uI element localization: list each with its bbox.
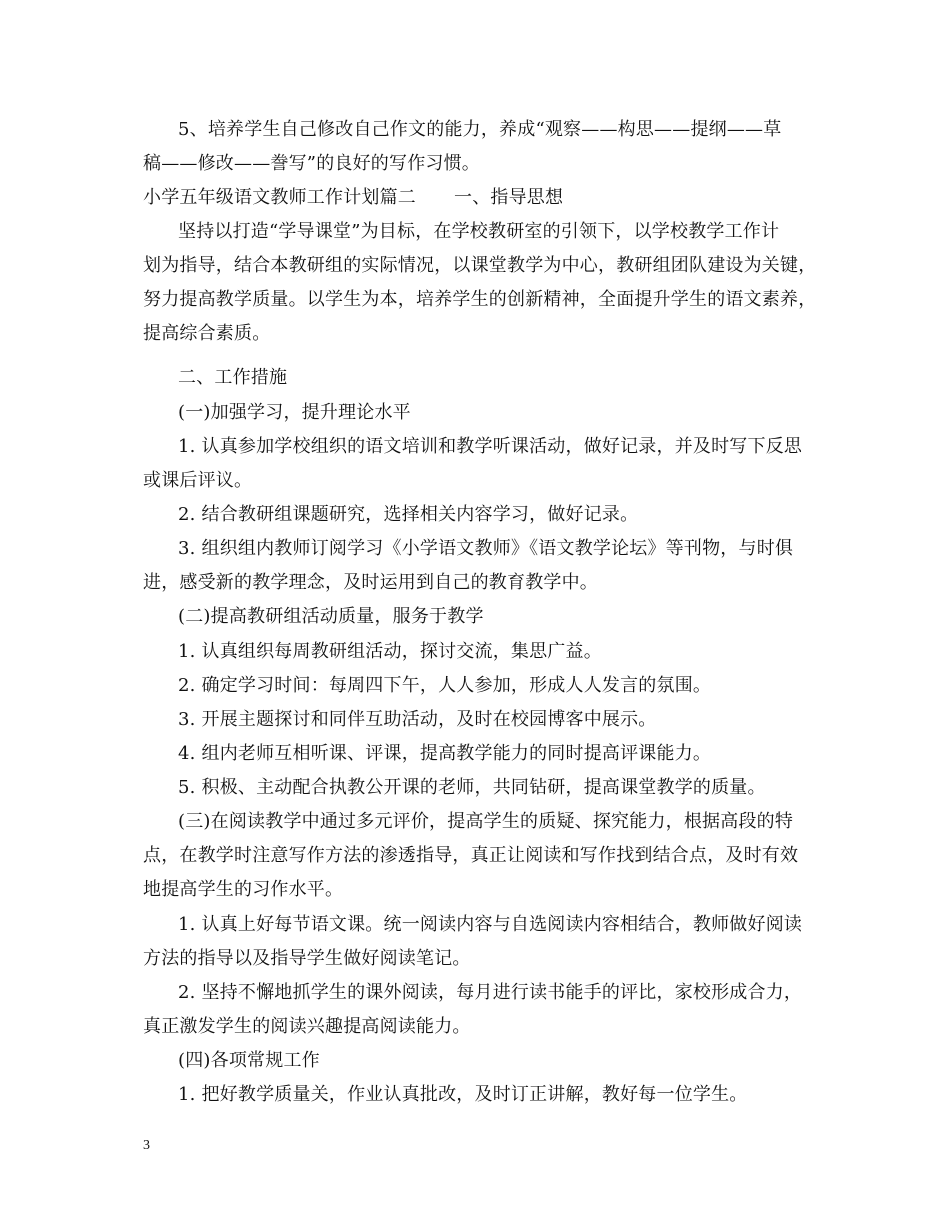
paragraph-line: 2. 确定学习时间：每周四下午，人人参加，形成人人发言的氛围。 [178, 675, 712, 696]
paragraph-line: 地提高学生的习作水平。 [143, 879, 344, 900]
paragraph-line: 进，感受新的教学理念，及时运用到自己的教育教学中。 [143, 572, 598, 593]
subsection-heading: (二)提高教研组活动质量，服务于教学 [178, 606, 484, 627]
paragraph-line: 划为指导，结合本教研组的实际情况，以课堂教学为中心，教研组团队建设为关键， [143, 255, 817, 276]
section-heading-line [143, 186, 563, 210]
section-heading: 一、指导思想 [454, 187, 564, 208]
paragraph-line: 提高综合素质。 [143, 323, 271, 344]
subsection-heading: (三)在阅读教学中通过多元评价，提高学生的质疑、探究能力，根据高段的特 [178, 811, 794, 832]
paragraph-line: 稿——修改——誊写”的良好的写作习惯。 [143, 153, 481, 174]
paragraph-line: 1. 认真组织每周教研组活动，探讨交流，集思广益。 [178, 641, 602, 662]
paragraph-line: 4. 组内老师互相听课、评课，提高教学能力的同时提高评课能力。 [178, 743, 712, 764]
paragraph-line: 真正激发学生的阅读兴趣提高阅读能力。 [143, 1016, 471, 1037]
paragraph-line: 3. 开展主题探讨和同伴互助活动，及时在校园博客中展示。 [178, 709, 657, 730]
paragraph-line: 努力提高教学质量。以学生为本，培养学生的创新精神，全面提升学生的语文素养， [143, 289, 817, 310]
paragraph-line: 点，在教学时注意写作方法的渗透指导，真正让阅读和写作找到结合点，及时有效 [143, 845, 799, 866]
paragraph-line: 5. 积极、主动配合执教公开课的老师，共同钻研，提高课堂教学的质量。 [178, 777, 766, 798]
subsection-heading: (四)各项常规工作 [178, 1050, 320, 1071]
paragraph-line: 1. 认真参加学校组织的语文培训和教学听课活动，做好记录，并及时写下反思 [178, 436, 803, 457]
paragraph-line: 方法的指导以及指导学生做好阅读笔记。 [143, 948, 471, 969]
paragraph-line: 3. 组织组内教师订阅学习《小学语文教师》《语文教学论坛》等刊物，与时俱 [178, 538, 794, 559]
paragraph-line: 或课后评议。 [143, 470, 253, 491]
paragraph-line: 5、培养学生自己修改自己作文的能力，养成“观察——构思——提纲——草 [178, 119, 782, 140]
paragraph-line: 2. 结合教研组课题研究，选择相关内容学习，做好记录。 [178, 504, 639, 525]
page-number: 3 [143, 1138, 150, 1153]
paragraph-line: 1. 把好教学质量关，作业认真批改，及时订正讲解，教好每一位学生。 [178, 1084, 748, 1105]
plan-title: 小学五年级语文教师工作计划篇二 [143, 187, 416, 208]
subsection-heading: (一)加强学习，提升理论水平 [178, 402, 411, 423]
section-heading: 二、工作措施 [178, 367, 288, 388]
paragraph-line: 1. 认真上好每节语文课。统一阅读内容与自选阅读内容相结合，教师做好阅读 [178, 914, 803, 935]
paragraph-line: 2. 坚持不懈地抓学生的课外阅读，每月进行读书能手的评比，家校形成合力， [178, 982, 803, 1003]
paragraph-line: 坚持以打造“学导课堂”为目标，在学校教研室的引领下，以学校教学工作计 [178, 221, 780, 242]
